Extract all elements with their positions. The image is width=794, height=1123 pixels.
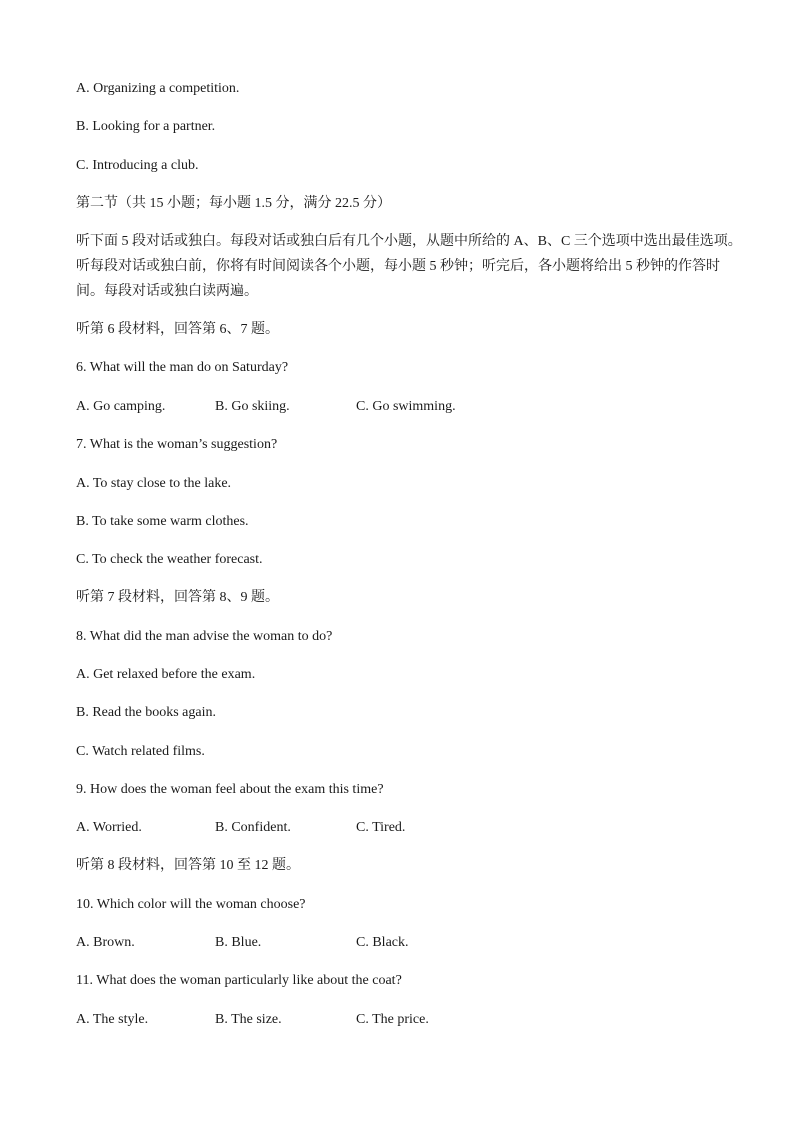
question-6: 6. What will the man do on Saturday? [76, 360, 289, 375]
q7-option-b: B. To take some warm clothes. [76, 514, 249, 529]
question-9: 9. How does the woman feel about the exam this time? [76, 782, 384, 797]
material-heading-8: 听第 8 段材料，回答第 10 至 12 题。 [76, 858, 300, 873]
question-7: 7. What is the woman’s suggestion? [76, 437, 278, 452]
q6-option-b: B. Go skiing. [215, 399, 290, 414]
question-10-options [76, 934, 726, 952]
instructions-line-3: 间。每段对话或独白读两遍。 [76, 284, 258, 299]
instructions-line-2: 听每段对话或独白前，你将有时间阅读各个小题，每小题 5 秒钟；听完后，各小题将给出 5 秒钟的作答时 [76, 259, 720, 274]
q6-option-a: A. Go camping. [76, 399, 166, 414]
q7-option-c: C. To check the weather forecast. [76, 552, 263, 567]
question-11: 11. What does the woman particularly like about the coat? [76, 973, 402, 988]
q11-option-b: B. The size. [215, 1012, 282, 1027]
q10-option-b: B. Blue. [215, 935, 262, 950]
question-6-options [76, 398, 726, 416]
q9-option-c: C. Tired. [356, 820, 406, 835]
q8-option-b: B. Read the books again. [76, 705, 216, 720]
question-11-options [76, 1011, 726, 1029]
question-9-options [76, 819, 726, 837]
instructions-line-1: 听下面 5 段对话或独白。每段对话或独白后有几个小题，从题中所给的 A、B、C 三个选项中选出最佳选项。 [76, 234, 742, 249]
q11-option-a: A. The style. [76, 1012, 149, 1027]
q9-option-a: A. Worried. [76, 820, 142, 835]
material-heading-7: 听第 7 段材料，回答第 8、9 题。 [76, 590, 279, 605]
q6-option-c: C. Go swimming. [356, 399, 456, 414]
option-b-text: B. Looking for a partner. [76, 119, 216, 134]
q8-option-a: A. Get relaxed before the exam. [76, 667, 256, 682]
q9-option-b: B. Confident. [215, 820, 291, 835]
material-heading-6: 听第 6 段材料，回答第 6、7 题。 [76, 322, 279, 337]
question-8: 8. What did the man advise the woman to do? [76, 629, 333, 644]
q10-option-c: C. Black. [356, 935, 409, 950]
section-heading: 第二节（共 15 小题；每小题 1.5 分，满分 22.5 分） [76, 196, 391, 211]
q11-option-c: C. The price. [356, 1012, 429, 1027]
instructions-paragraph [76, 229, 742, 304]
option-c-text: C. Introducing a club. [76, 158, 199, 173]
q7-option-a: A. To stay close to the lake. [76, 476, 232, 491]
option-a-text: A. Organizing a competition. [76, 81, 240, 96]
q10-option-a: A. Brown. [76, 935, 135, 950]
q8-option-c: C. Watch related films. [76, 744, 205, 759]
question-10: 10. Which color will the woman choose? [76, 897, 306, 912]
